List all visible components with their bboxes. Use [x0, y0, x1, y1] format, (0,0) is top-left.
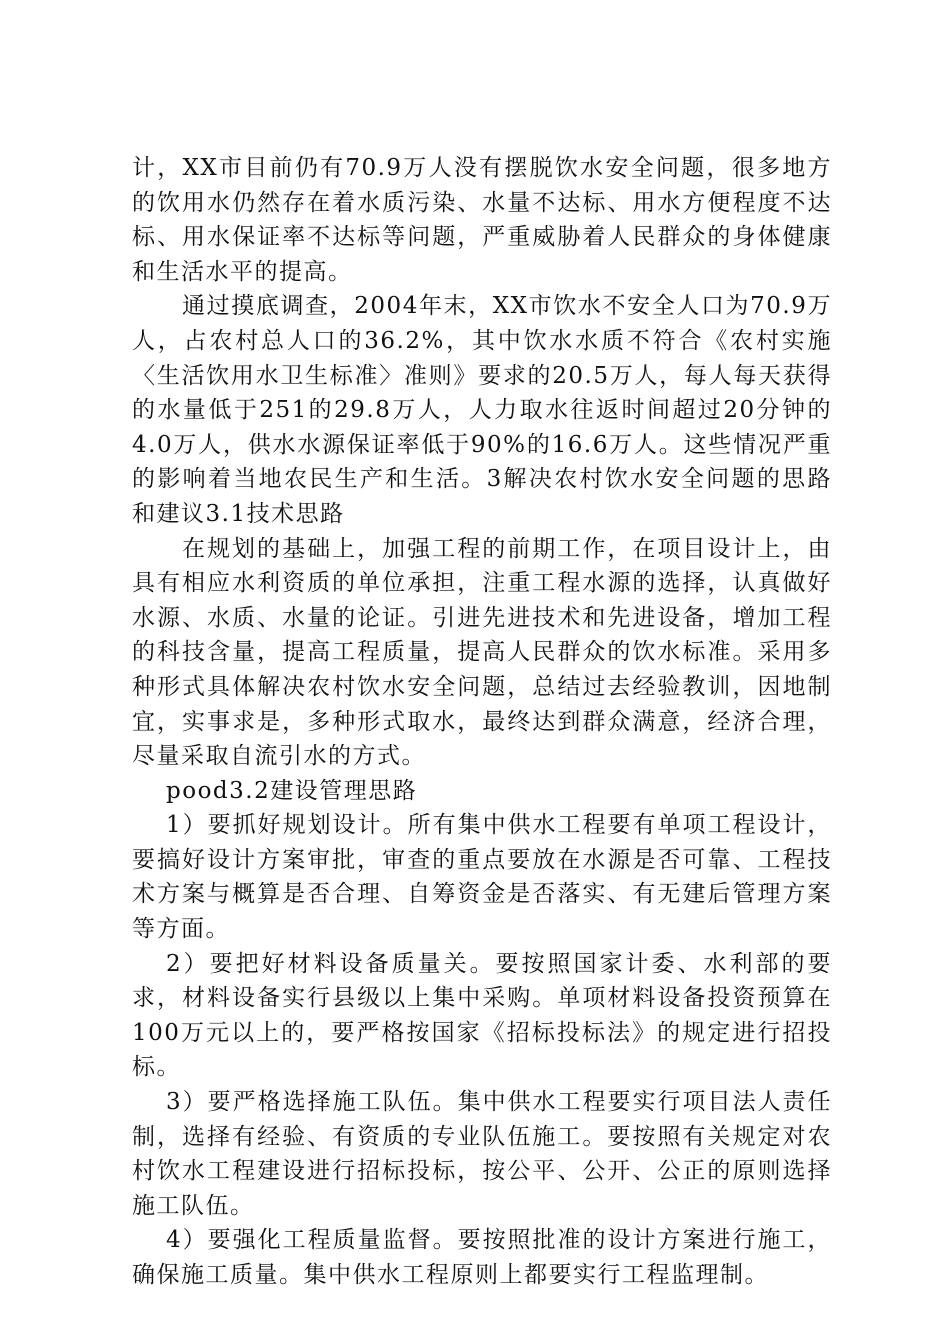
paragraph-survey: 通过摸底调查，2004年末，XX市饮水不安全人口为70.9万人，占农村总人口的36.2%，其中饮水水质不符合《农村实施〈生活饮用水卫生标准〉准则》要求的20.5万人，每人每天获得的水量低于251的29.8万人，人力取水往返时间超过20分钟的4.0万人，供水水源保证率低于90%的16.6万人。这些情况严重的影响着当地农民生产和生活。3解决农村饮水安全问题的思路和建议3.1技术思路 [132, 293, 832, 527]
list-item-quality-supervision: 4）要强化工程质量监督。要按照批准的设计方案进行施工，确保施工质量。集中供水工程原则上都要实行工程监理制。 [132, 1227, 832, 1288]
document-body [132, 151, 832, 1293]
list-item-planning-design: 1）要抓好规划设计。所有集中供水工程要有单项工程设计，要搞好设计方案审批，审查的重点要放在水源是否可靠、工程技术方案与概算是否合理、自筹资金是否落实、有无建后管理方案等方面。 [132, 812, 832, 943]
paragraph-technical-approach: 在规划的基础上，加强工程的前期工作，在项目设计上，由具有相应水利资质的单位承担，注重工程水源的选择，认真做好水源、水质、水量的论证。引进先进技术和先进设备，增加工程的科技含量，提高工程质量，提高人民群众的饮水标准。采用多种形式具体解决农村饮水安全问题，总结过去经验教训，因地制宜，实事求是，多种形式取水，最终达到群众满意，经济合理，尽量采取自流引水的方式。 [132, 535, 832, 770]
paragraph-continuation: 计，XX市目前仍有70.9万人没有摆脱饮水安全问题，很多地方的饮用水仍然存在着水质污染、水量不达标、用水方便程度不达标、用水保证率不达标等问题，严重威胁着人民群众的身体健康和生活水平的提高。 [132, 155, 832, 285]
section-heading-management: pood3.2建设管理思路 [166, 777, 418, 804]
list-item-construction-team: 3）要严格选择施工队伍。集中供水工程要实行项目法人责任制，选择有经验、有资质的专业队伍施工。要按照有关规定对农村饮水工程建设进行招标投标，按公平、公开、公正的原则选择施工队伍。 [132, 1089, 832, 1219]
list-item-material-quality: 2）要把好材料设备质量关。要按照国家计委、水利部的要求，材料设备实行县级以上集中采购。单项材料设备投资预算在100万元以上的，要严格按国家《招标投标法》的规定进行招投标。 [132, 950, 832, 1081]
